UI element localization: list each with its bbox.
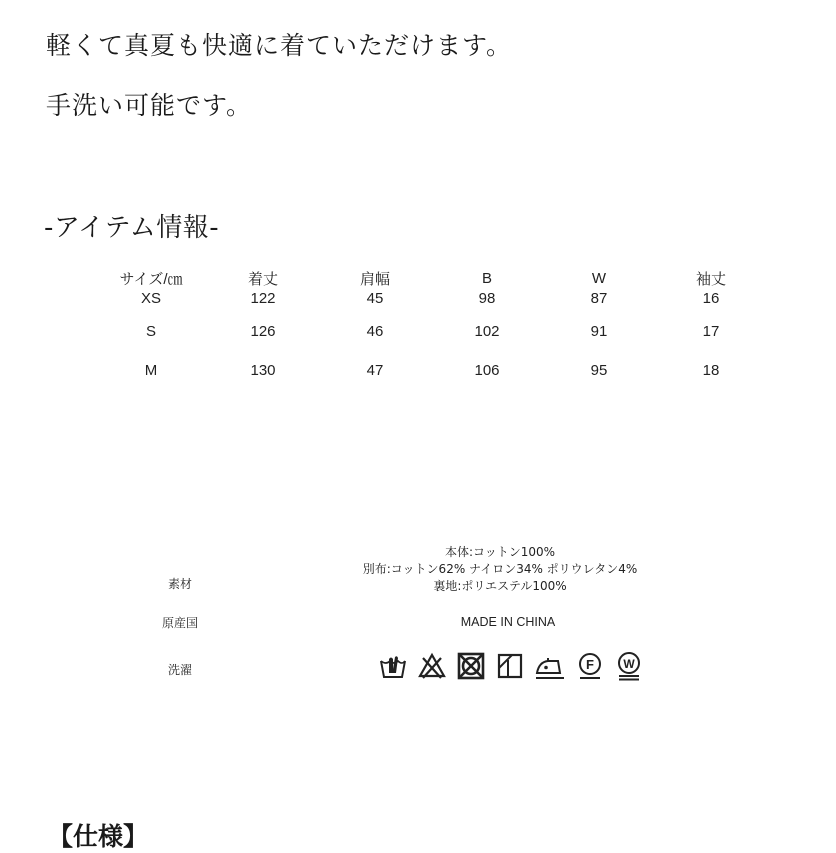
table-cell: S [145, 323, 156, 340]
table-cell: 102 [474, 323, 500, 340]
size-header-sleeve: 袖丈 [695, 270, 726, 288]
table-cell: 95 [590, 362, 608, 379]
iron-low-icon [534, 651, 566, 681]
table-cell: 18 [702, 362, 720, 379]
size-header-waist: W [591, 269, 607, 287]
table-cell: 122 [250, 290, 276, 307]
table-row [95, 290, 767, 312]
material-line-accent: 別布:コットン62% ナイロン34% ポリウレタン4% [362, 562, 638, 576]
table-cell: 45 [366, 290, 384, 307]
table-row [95, 351, 767, 390]
hand-wash-icon [378, 651, 408, 681]
table-cell: 87 [590, 290, 608, 307]
table-cell: 106 [474, 362, 500, 379]
material-label: 素材 [167, 577, 192, 591]
table-cell: 130 [250, 362, 276, 379]
table-cell: M [144, 362, 158, 379]
svg-text:W: W [623, 657, 635, 671]
no-tumble-dry-icon [456, 651, 486, 681]
size-table [95, 266, 767, 390]
intro-line-2: 手洗い可能です。 [46, 91, 253, 120]
size-table-header-row [95, 266, 767, 290]
material-line-body: 本体:コットン100% [444, 545, 556, 559]
no-bleach-icon [417, 651, 447, 681]
size-header-bust: B [481, 269, 492, 287]
table-cell: 46 [366, 323, 384, 340]
table-cell: 17 [702, 323, 720, 340]
origin-label: 原産国 [161, 616, 198, 630]
intro-line-1: 軽くて真夏も快適に着ていただけます。 [46, 31, 513, 60]
table-cell: 126 [250, 323, 276, 340]
table-cell: 16 [702, 290, 720, 307]
table-cell: 98 [478, 290, 496, 307]
size-header-size: サイズ/㎝ [119, 270, 183, 288]
svg-text:F: F [586, 657, 594, 672]
table-cell: 47 [366, 362, 384, 379]
table-cell: XS [140, 290, 161, 307]
wash-label: 洗濯 [167, 663, 192, 677]
drip-dry-shade-icon [495, 651, 525, 681]
table-row [95, 312, 767, 351]
material-line-lining: 裏地:ポリエステル100% [433, 579, 567, 593]
wet-clean-w-icon [614, 651, 644, 681]
size-header-shoulder: 肩幅 [359, 270, 390, 288]
dry-clean-f-icon [575, 651, 605, 681]
size-header-length: 着丈 [247, 270, 278, 288]
item-info-title: -アイテム情報- [44, 213, 220, 243]
spec-heading: 【仕様】 [48, 822, 149, 851]
care-icons [378, 651, 644, 681]
table-cell: 91 [590, 323, 608, 340]
origin-value: MADE IN CHINA [460, 615, 556, 629]
